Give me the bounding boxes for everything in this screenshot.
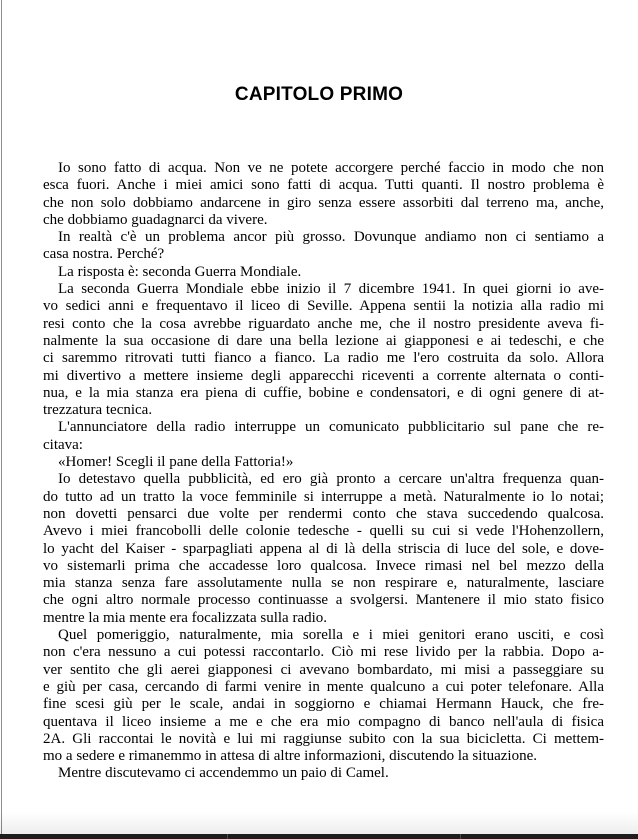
text-line: do tutto ad un tratto la voce femminile si interruppe a metà. Naturalmente io lo notai; (43, 488, 604, 505)
text-line: mi divertivo a mettere insieme degli apparecchi riceventi a corrente alternata o conti- (43, 367, 604, 384)
paragraph (43, 229, 604, 264)
chapter-heading: CAPITOLO PRIMO (234, 84, 404, 105)
text-line: ci saremmo ritrovati tutti fianco a fianco. La radio me l'ero costruita da solo. Allora (43, 350, 604, 367)
text-line: mo a sedere e rimanemmo in attesa di altre informazioni, discutendo la situazione. (43, 748, 537, 765)
text-line: vo sedici anni e frequentavo il liceo di Seville. Appena sentii la notizia alla radio mi (43, 298, 604, 315)
paragraph (43, 765, 604, 782)
text-line: La risposta è: seconda Guerra Mondiale. (58, 263, 302, 280)
bottom-bar (0, 834, 638, 839)
text-line: che dobbiamo guadagnarci da vivere. (43, 211, 268, 228)
text-line: vo sistemarli prima che accadesse loro qualcosa. Invece rimasi nel bel mezzo della (43, 557, 604, 574)
text-line: che ogni altro normale processo continuasse a svolgersi. Mantenere il mio stato fisico (43, 592, 604, 609)
page-seam (227, 834, 228, 839)
page-left-edge-line (1, 0, 2, 839)
text-line: Io detestavo quella pubblicità, ed ero già pronto a cercare un'altra frequenza quan- (58, 471, 604, 488)
text-line: esca fuori. Anche i miei amici sono fatti di acqua. Tutti quanti. Il nostro problema è (43, 177, 604, 194)
text-line: resi conto che la cosa avrebbe riguardato anche me, che il nostro presidente aveva fi- (43, 315, 604, 332)
paragraph (43, 281, 604, 419)
text-line: non c'era nessuno a cui potessi raccontarlo. Ciò mi rese livido per la rabbia. Dopo a- (43, 644, 604, 661)
text-line: citava: (43, 436, 83, 453)
text-block (43, 160, 604, 783)
text-line: trezzatura tecnica. (43, 402, 153, 419)
text-line: mentre la mia mente era focalizzata sulla radio. (43, 609, 328, 626)
text-line: e giù per casa, cercando di farmi venire in mente qualcuno a cui poter telefonare. Alla (43, 678, 604, 695)
text-line: Mentre discutevamo ci accendemmo un paio di Camel. (58, 765, 389, 782)
text-line: nalmente la sua occasione di dare una bella lezione ai giapponesi e ai tedeschi, e che (43, 332, 604, 349)
text-line: fine scesi giù per le scale, andai in soggiorno e chiamai Hermann Hauck, che fre- (43, 696, 604, 713)
text-line: nua, e la mia stanza era piena di cuffie, bobine e condensatori, e di ogni genere di at- (43, 384, 604, 401)
text-line: Quel pomeriggio, naturalmente, mia sorella e i miei genitori erano usciti, e così (58, 627, 604, 644)
text-line: Avevo i miei francobolli delle colonie tedesche - quelli su cui si vede l'Hohenzollern, (43, 523, 604, 540)
text-line: L'annunciatore della radio interruppe un comunicato pubblicitario sul pane che re- (58, 419, 604, 436)
text-line: lo yacht del Kaiser - sparpagliati appena al di là della striscia di luce del sole, e dove- (43, 540, 604, 557)
text-line: In realtà c'è un problema ancor più grosso. Dovunque andiamo non ci sentiamo a (58, 229, 604, 246)
paragraph (43, 419, 604, 454)
text-line: «Homer! Scegli il pane della Fattoria!» (58, 454, 294, 471)
text-line: Io sono fatto di acqua. Non ve ne potete accorgere perché faccio in modo che non (58, 160, 604, 176)
text-line: casa nostra. Perché? (43, 246, 165, 263)
page-bottom-shadow (0, 812, 638, 834)
text-line: quentava il liceo insieme a me e che era mio compagno di banco nell'aula di fisica (43, 713, 604, 730)
paragraph (43, 160, 604, 229)
text-line: mia stanza senza fare assolutamente nulla se non respirare e, naturalmente, lasciare (43, 575, 604, 592)
paragraph (43, 471, 604, 627)
paragraph (43, 627, 604, 765)
page-seam (460, 834, 461, 839)
text-line: ver sentito che gli aerei giapponesi ci avevano bombardato, mi misi a passeggiare su (43, 661, 604, 678)
text-line: che non solo dobbiamo andarcene in giro senza essere assorbiti dal terreno ma, anche, (43, 194, 604, 211)
paragraph (43, 454, 604, 471)
text-line: 2A. Gli raccontai le novità e lui mi raggiunse subito con la sua bicicletta. Ci mettem- (43, 730, 604, 747)
paragraph (43, 264, 604, 281)
text-line: La seconda Guerra Mondiale ebbe inizio il 7 dicembre 1941. In quei giorni io ave- (58, 281, 604, 298)
text-line: non dovetti pensarci due volte per rendermi conto che stava succedendo qualcosa. (43, 505, 604, 522)
